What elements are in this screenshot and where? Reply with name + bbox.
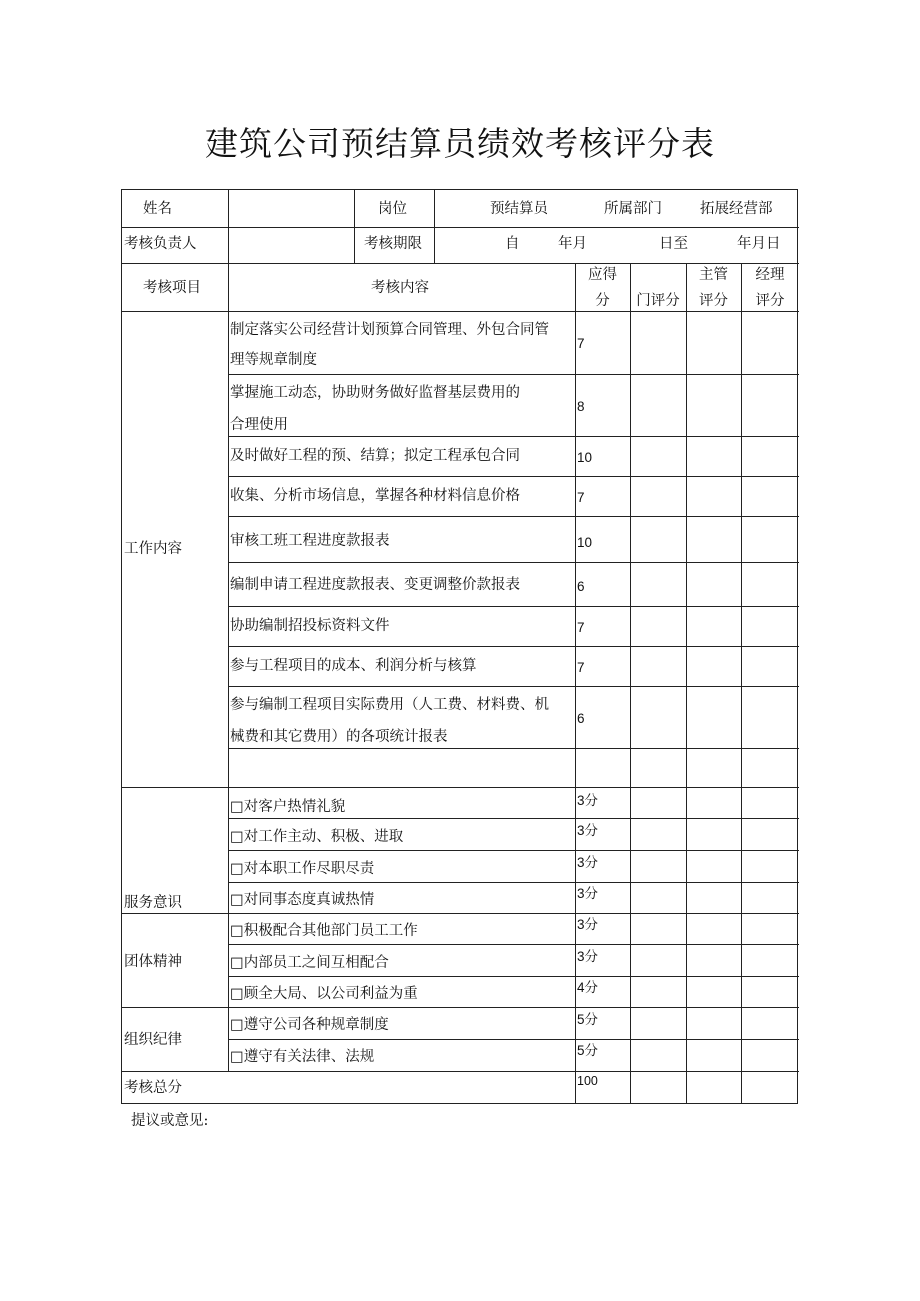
team-item-3-text: □顾全大局、以公司利益为重 (230, 986, 418, 1002)
category-discipline: 组织纪律 (124, 1032, 182, 1048)
work-item-2-line2: 合理使用 (230, 417, 288, 433)
service-item-1-text: □对客户热情礼貌 (230, 799, 346, 815)
work-item-1-line1: 制定落实公司经营计划预算合同管理、外包合同管 (230, 322, 549, 338)
service-item-4-text: □对同事态度真诚热情 (230, 892, 375, 908)
work-item-2-score: 8 (577, 399, 585, 414)
category-work: 工作内容 (124, 541, 182, 557)
service-item-2-score: 3分 (577, 823, 599, 838)
header-supervisor-line2: 评分 (699, 293, 728, 309)
page-title: 建筑公司预结算员绩效考核评分表 (205, 124, 715, 163)
evaluator-label: 考核负责人 (124, 236, 197, 252)
work-item-9-line1: 参与编制工程项目实际费用（人工费、材料费、机 (230, 697, 549, 713)
service-item-4-score: 3分 (577, 886, 599, 901)
work-item-5-score: 10 (577, 535, 593, 550)
work-item-8-text: 参与工程项目的成本、利润分析与核算 (230, 658, 477, 674)
header-supervisor-line1: 主管 (699, 267, 728, 283)
work-item-7-score: 7 (577, 620, 585, 635)
work-item-4-text: 收集、分析市场信息，掌握各种材料信息价格 (230, 488, 520, 504)
period-year-month-start: 年月 (558, 236, 587, 252)
work-item-7-text: 协助编制招投标资料文件 (230, 618, 390, 634)
discipline-item-2-text: □遵守有关法律、法规 (230, 1049, 375, 1065)
work-item-5-text: 审核工班工程进度款报表 (230, 533, 390, 549)
period-year-month-day-end: 年月日 (737, 236, 781, 252)
team-item-1-text: □积极配合其他部门员工工作 (230, 923, 418, 939)
header-score-line2: 分 (595, 293, 610, 309)
discipline-item-1-text: □遵守公司各种规章制度 (230, 1017, 389, 1033)
header-dept-score: 门评分 (636, 293, 680, 309)
discipline-item-1-score: 5分 (577, 1012, 599, 1027)
team-item-2-score: 3分 (577, 949, 599, 964)
work-item-1-line2: 理等规章制度 (230, 352, 317, 368)
header-score-line1: 应得 (588, 267, 617, 283)
work-item-8-score: 7 (577, 660, 585, 675)
service-item-2-text: □对工作主动、积极、进取 (230, 829, 404, 845)
position-value: 预结算员 (490, 201, 548, 217)
period-from: 自 (505, 236, 520, 252)
work-item-9-score: 6 (577, 711, 585, 726)
team-item-1-score: 3分 (577, 917, 599, 932)
work-item-1-score: 7 (577, 336, 585, 351)
header-manager-line2: 评分 (755, 293, 785, 309)
total-score: 100 (577, 1074, 598, 1088)
service-item-3-score: 3分 (577, 855, 599, 870)
department-label: 所属部门 (604, 201, 662, 217)
work-item-6-score: 6 (577, 579, 585, 594)
header-content: 考核内容 (371, 280, 429, 296)
team-item-3-score: 4分 (577, 980, 599, 995)
category-service: 服务意识 (124, 895, 182, 911)
work-item-9-line2: 械费和其它费用）的各项统计报表 (230, 729, 448, 745)
work-item-6-text: 编制申请工程进度款报表、变更调整价款报表 (230, 577, 520, 593)
department-value: 拓展经营部 (700, 201, 773, 217)
service-item-3-text: □对本职工作尽职尽责 (230, 861, 375, 877)
name-label: 姓名 (143, 201, 172, 217)
position-label: 岗位 (378, 201, 407, 217)
team-item-2-text: □内部员工之间互相配合 (230, 955, 389, 971)
evaluation-table (121, 189, 798, 1104)
total-label: 考核总分 (124, 1080, 182, 1096)
work-item-2-line1: 掌握施工动态，协助财务做好监督基层费用的 (230, 385, 520, 401)
period-day-to: 日至 (659, 236, 688, 252)
service-item-1-score: 3分 (577, 793, 599, 808)
header-item: 考核项目 (143, 280, 201, 296)
suggestion-label: 提议或意见: (131, 1113, 209, 1129)
category-team: 团体精神 (124, 954, 182, 970)
period-label: 考核期限 (364, 236, 422, 252)
header-manager-line1: 经理 (755, 267, 785, 283)
work-item-3-text: 及时做好工程的预、结算；拟定工程承包合同 (230, 448, 520, 464)
discipline-item-2-score: 5分 (577, 1043, 599, 1058)
work-item-4-score: 7 (577, 490, 585, 505)
work-item-3-score: 10 (577, 450, 593, 465)
